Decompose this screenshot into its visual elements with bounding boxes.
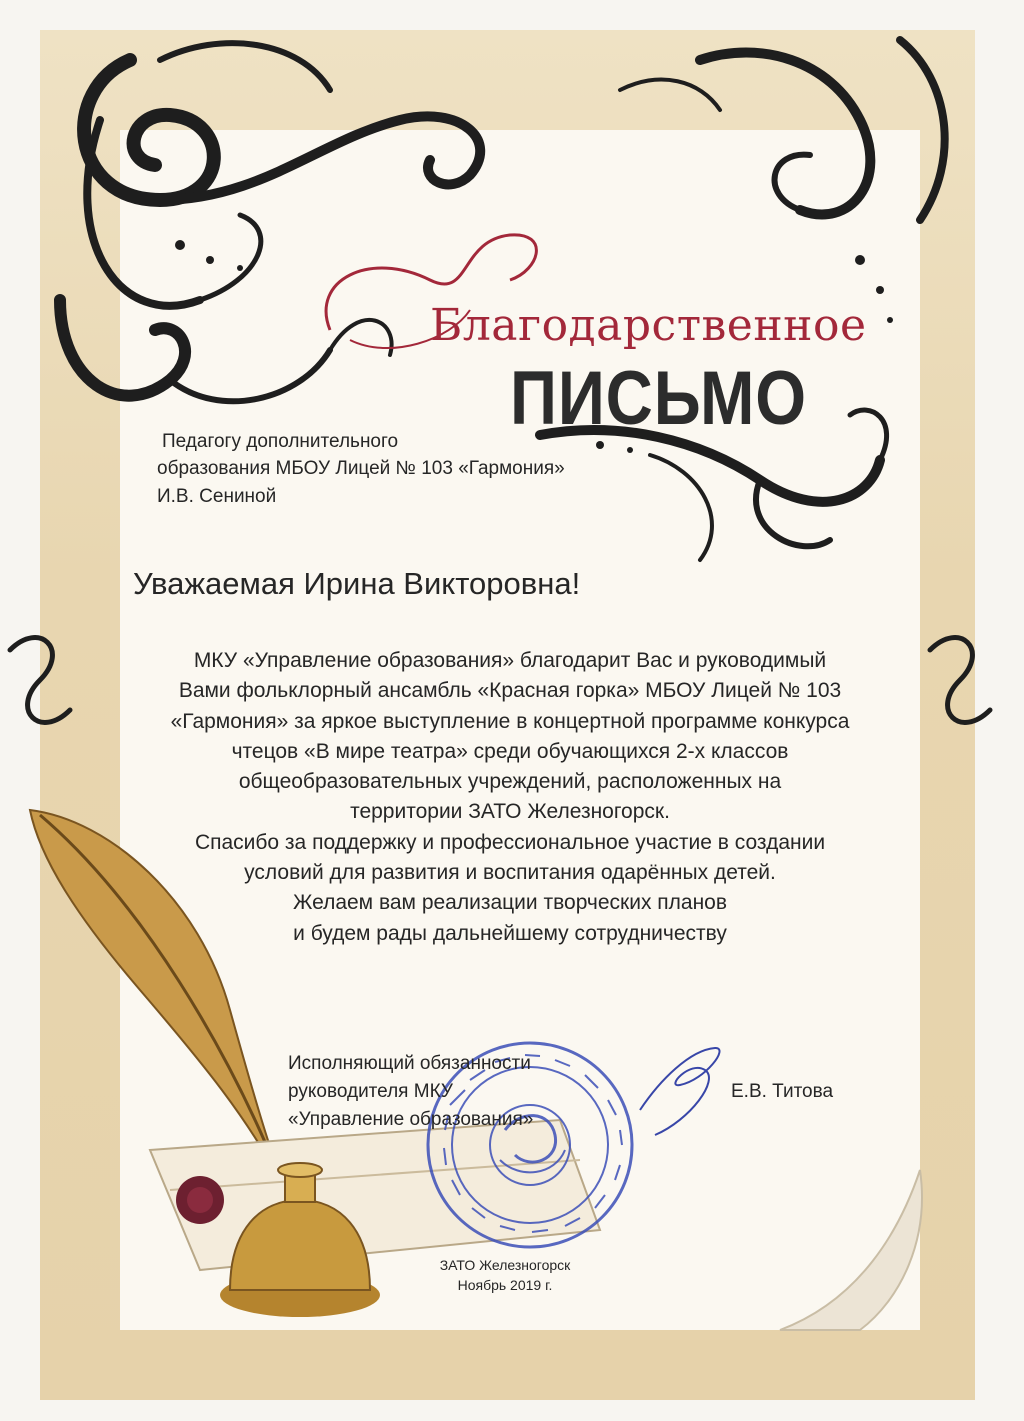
- body-line: условий для развития и воспитания одарённых детей.: [244, 861, 776, 885]
- body-line: общеобразовательных учреждений, расположенных на: [238, 770, 782, 794]
- signatory-position-line-2: руководителя МКУ: [288, 1081, 453, 1102]
- body-line: МКУ «Управление образования» благодарит Вас и руководимый: [193, 649, 827, 672]
- body-line: чтецов «В мире театра» среди обучающихся 2-х классов: [231, 739, 789, 763]
- body-line: Спасибо за поддержку и профессиональное участие в создании: [194, 830, 826, 854]
- greeting: Уважаемая Ирина Викторовна!: [133, 566, 581, 601]
- addressee-line-3: И.В. Сениной: [157, 486, 277, 507]
- title-main: ПИСЬМО: [510, 356, 807, 441]
- body-line: и будем рады дальнейшему сотрудничеству: [293, 921, 727, 945]
- signatory-position-line-3: «Управление образования»: [288, 1109, 534, 1130]
- body-line: Желаем вам реализации творческих планов: [292, 891, 728, 915]
- title-script: Благодарственное: [430, 300, 867, 351]
- signatory-position-line-1: Исполняющий обязанности: [288, 1053, 531, 1074]
- body-line: «Гармония» за яркое выступление в концертной программе конкурса: [170, 709, 850, 733]
- footer-date: Ноябрь 2019 г.: [457, 1277, 553, 1293]
- body-line: Вами фольклорный ансамбль «Красная горка» МБОУ Лицей № 103: [178, 679, 842, 703]
- addressee-line-1: Педагогу дополнительного: [162, 431, 399, 452]
- footer-place: ЗАТО Железногорск: [439, 1257, 571, 1273]
- signatory-name: Е.В. Титова: [731, 1081, 834, 1102]
- addressee-line-2: образования МБОУ Лицей № 103 «Гармония»: [157, 458, 565, 479]
- body-line: территории ЗАТО Железногорск.: [350, 800, 670, 824]
